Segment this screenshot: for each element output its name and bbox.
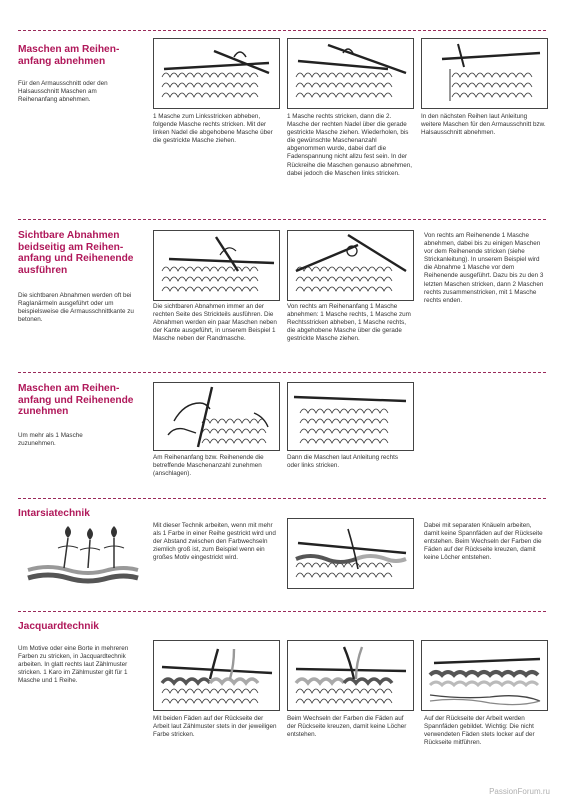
section-title-4: Intarsiatechnik	[18, 508, 90, 519]
section-title-1: Maschen am Reihen- anfang abnehmen	[18, 44, 120, 67]
knitting-illustration	[288, 383, 413, 450]
caption-1-2: 1 Masche rechts stricken, dann die 2. Masche der rechten Nadel über die gerade gestrickte Masche ziehen. Wiederholen, bis die gewünschte Maschenanzahl abgenommen wurde, dabei darf die Fadenspannung nicht allzu fest sein. In der Rückreihe die Maschen genauso abnehmen, dabei jedoch die Maschen links stricken.	[287, 113, 412, 177]
knitting-illustration	[154, 39, 279, 108]
caption-5-3: Auf der Rückseite der Arbeit werden Spannfäden gebildet. Wichtig: Die nicht verwendeten Fäden stets locker auf der Rückseite mitführen.	[424, 715, 535, 747]
caption-2-2: Von rechts am Reihenanfang 1 Masche abnehmen: 1 Masche rechts, 1 Masche zum Rechtsstricken abheben, 1 Masche rechts, die abgehobene Masche über die gerade gestrickte Masche ziehen.	[287, 303, 411, 343]
caption-2-3: Von rechts am Reihenende 1 Masche abnehmen, dabei bis zu einigen Maschen vor dem Reihenende stricken (siehe Strickanleitung). In unserem Beispiel wird die Abnahme 1 Masche vor dem Reihenende ausgeführt. Dazu bis zu den 3 letzten Maschen stricken, dann 2 Maschen rechts zusammenstricken, mit 1 Masche rechts enden.	[424, 232, 544, 304]
caption-2-1: Die sichtbaren Abnahmen immer an der rechten Seite des Strickteils ausführen. Die Abnahmen werden ein paar Maschen neben der Kante ausgeführt, in unserem Beispiel 1 Masche neben der Randmasche.	[153, 303, 277, 343]
knitting-illustration	[422, 641, 547, 710]
caption-3-2: Dann die Maschen laut Anleitung rechts oder links stricken.	[287, 454, 398, 470]
knitting-illustration	[154, 383, 279, 450]
section-lead-1: Für den Armausschnitt oder den Halsausschnitt Maschen am Reihenanfang abnehmen.	[18, 80, 108, 104]
illustration-1-1	[153, 38, 280, 109]
section-lead-5: Um Motive oder eine Borte in mehreren Farben zu stricken, in Jacquardtechnik arbeiten. In glatt rechts laut Zählmuster stricken. 1 Karo im Zählmuster gilt für 1 Masche und 1 Reihe.	[18, 645, 129, 685]
caption-5-2: Beim Wechseln der Farben die Fäden auf der Rückseite kreuzen, damit keine Löcher entstehen.	[287, 715, 407, 739]
caption-4-2: Dabei mit separaten Knäueln arbeiten, damit keine Spannfäden auf der Rückseite entstehen. Beim Wechseln der Farben die Fäden auf der Rückseite kreuzen, damit keine Löcher entstehen.	[424, 522, 543, 562]
section-title-2: Sichtbare Abnahmen beidseitig am Reihen-anfang und Reihenende ausführen	[18, 230, 134, 276]
knitting-illustration	[422, 39, 547, 108]
section-title-5: Jacquardtechnik	[18, 621, 99, 632]
illustration-4-0	[18, 520, 146, 587]
illustration-1-2	[287, 38, 414, 109]
illustration-5-1	[153, 640, 280, 711]
knitting-illustration	[288, 231, 413, 300]
illustration-3-2	[287, 382, 414, 451]
footer-watermark: PassionForum.ru	[489, 787, 550, 796]
section-divider-1	[18, 30, 546, 31]
section-divider-4	[18, 498, 546, 499]
section-lead-2: Die sichtbaren Abnahmen werden oft bei Raglanärmeln ausgeführt oder um beispielsweise die Armausschnittkante zu betonen.	[18, 292, 134, 324]
knitting-illustration	[288, 519, 413, 588]
caption-3-1: Am Reihenanfang bzw. Reihenende die betreffende Maschenanzahl zunehmen (anschlagen).	[153, 454, 264, 478]
caption-4-1: Mit dieser Technik arbeiten, wenn mit mehr als 1 Farbe in einer Reihe gestrickt wird und der Abstand zwischen den Farbwechseln ziemlich groß ist, zum Beispiel wenn ein großes Motiv eingestrickt wird.	[153, 522, 276, 562]
section-divider-5	[18, 611, 546, 612]
illustration-2-2	[287, 230, 414, 301]
section-lead-3: Um mehr als 1 Masche zuzunehmen.	[18, 432, 83, 448]
section-divider-3	[18, 372, 546, 373]
section-title-3: Maschen am Reihen-anfang und Reihenende zunehmen	[18, 383, 134, 418]
illustration-4-2	[287, 518, 414, 589]
illustration-2-1	[153, 230, 280, 301]
illustration-1-3	[421, 38, 548, 109]
illustration-3-1	[153, 382, 280, 451]
illustration-5-2	[287, 640, 414, 711]
illustration-5-3	[421, 640, 548, 711]
knitting-illustration	[288, 641, 413, 710]
knitting-illustration	[154, 231, 279, 300]
knitting-illustration	[154, 641, 279, 710]
caption-5-1: Mit beiden Fäden auf der Rückseite der Arbeit laut Zählmuster stets in der jeweiligen Farbe stricken.	[153, 715, 277, 739]
caption-1-1: 1 Masche zum Linksstricken abheben, folgende Masche rechts stricken. Mit der linken Nadel die abgehobene Masche über die gestrickte Masche ziehen.	[153, 113, 273, 145]
knitting-illustration	[288, 39, 413, 108]
caption-1-3: In den nächsten Reihen laut Anleitung weitere Maschen für den Armausschnitt bzw. Halsausschnitt abnehmen.	[421, 113, 546, 137]
intarsia-yarn-illustration	[18, 520, 146, 587]
section-divider-2	[18, 219, 546, 220]
